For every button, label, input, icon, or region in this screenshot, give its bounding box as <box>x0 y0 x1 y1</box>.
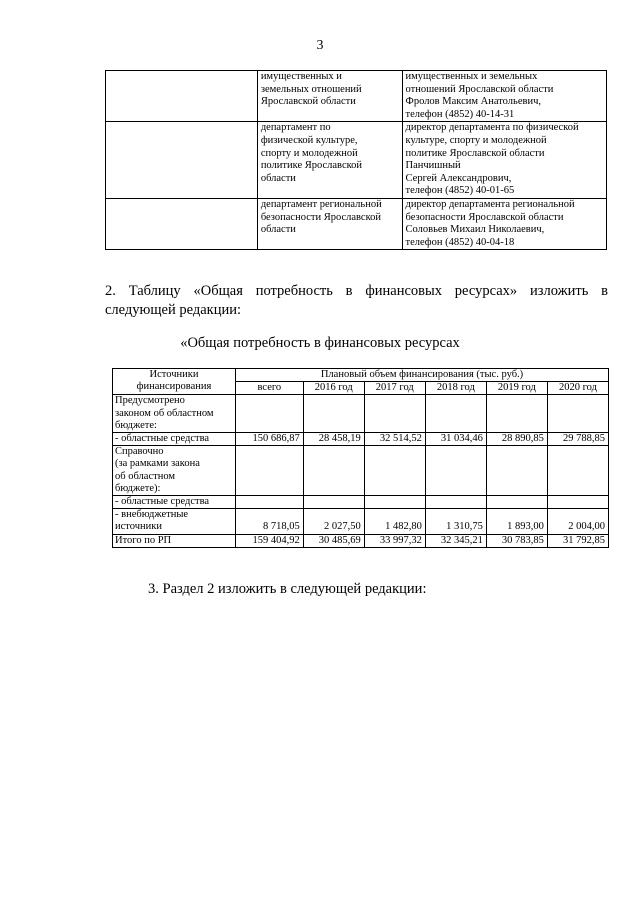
row-label <box>113 496 236 509</box>
text-line: телефон (4852) 40-14-31 <box>405 108 515 120</box>
text-line: Справочно <box>115 446 164 458</box>
table-row <box>113 433 609 446</box>
text-line: Сергей Александрович, <box>405 172 512 184</box>
page-number: 3 <box>316 38 324 53</box>
text-line: Фролов Максим Анатольевич, <box>405 96 541 108</box>
text-line: источники <box>115 521 162 533</box>
text-line: бюджете: <box>115 419 157 431</box>
header-column: 2018 год <box>425 382 486 395</box>
text-line: политике Ярославской области <box>405 147 545 159</box>
paragraph-3: 3. Раздел 2 изложить в следующей редакции: <box>148 581 427 597</box>
table-row <box>113 509 609 534</box>
value-cell: 1 310,75 <box>425 509 486 534</box>
value-cell <box>547 496 608 509</box>
contact-cell-empty <box>106 122 258 199</box>
text-line: имущественных и <box>260 71 342 82</box>
contact-person <box>402 198 606 249</box>
value-cell: 33 997,32 <box>364 534 425 547</box>
header-column: 2019 год <box>486 382 547 395</box>
text-line: телефон (4852) 40-01-65 <box>405 185 515 197</box>
value-cell: 28 458,19 <box>303 433 364 446</box>
contact-department <box>257 198 402 249</box>
value-cell: 150 686,87 <box>236 433 304 446</box>
text-line: области <box>260 224 296 236</box>
text-line: директор департамента по физической <box>405 122 579 134</box>
contact-cell-empty <box>106 198 258 249</box>
value-cell <box>547 395 608 433</box>
value-cell <box>236 446 304 496</box>
text-line: Ярославской области <box>260 96 356 108</box>
row-label <box>113 433 236 446</box>
row-label <box>113 395 236 433</box>
contact-person <box>402 122 606 199</box>
row-label <box>113 534 236 547</box>
contact-row <box>106 122 607 199</box>
table-row <box>113 446 609 496</box>
contact-cell-empty <box>106 71 258 122</box>
text-line: - внебюджетные <box>115 509 189 521</box>
contact-department <box>257 122 402 199</box>
financial-needs-table <box>112 368 609 548</box>
text-line: департамент по <box>260 122 331 134</box>
text-line: безопасности Ярославской области <box>405 211 564 223</box>
value-cell: 30 783,85 <box>486 534 547 547</box>
contact-person <box>402 71 606 122</box>
value-cell <box>364 496 425 509</box>
text-line: культуре, спорту и молодежной <box>405 134 547 146</box>
value-cell: 159 404,92 <box>236 534 304 547</box>
text-line: - областные средства <box>115 496 210 508</box>
paragraph-2: 2. Таблицу «Общая потребность в финансовых ресурсах» изложить в следующей редакции: <box>105 283 608 318</box>
value-cell: 32 345,21 <box>425 534 486 547</box>
value-cell: 32 514,52 <box>364 433 425 446</box>
header-sources: Источники финансирования <box>113 369 236 395</box>
text-line: законом об областном <box>115 407 214 419</box>
text-line: - областные средства <box>115 433 210 445</box>
value-cell: 1 893,00 <box>486 509 547 534</box>
row-label <box>113 446 236 496</box>
value-cell <box>425 446 486 496</box>
text-line: Итого по РП <box>115 534 172 546</box>
text-line: бюджете): <box>115 482 161 494</box>
value-cell <box>486 446 547 496</box>
text-line: департамент региональной <box>260 198 382 210</box>
text-line: директор департамента региональной <box>405 198 575 210</box>
header-column: всего <box>236 382 304 395</box>
text-line: политике Ярославской <box>260 160 363 172</box>
text-line: об областном <box>115 470 176 482</box>
value-cell: 31 034,46 <box>425 433 486 446</box>
value-cell <box>236 395 304 433</box>
text-line: (за рамками закона <box>115 458 200 470</box>
text-line: спорту и молодежной <box>260 147 358 159</box>
value-cell <box>303 395 364 433</box>
text-line: Предусмотрено <box>115 395 185 407</box>
value-cell <box>364 395 425 433</box>
text-line: безопасности Ярославской <box>260 211 382 223</box>
value-cell <box>486 395 547 433</box>
value-cell <box>425 496 486 509</box>
value-cell: 31 792,85 <box>547 534 608 547</box>
value-cell: 29 788,85 <box>547 433 608 446</box>
text-line: телефон (4852) 40-04-18 <box>405 236 515 248</box>
table-row <box>113 395 609 433</box>
value-cell: 2 027,50 <box>303 509 364 534</box>
value-cell: 2 004,00 <box>547 509 608 534</box>
value-cell <box>236 496 304 509</box>
contact-row <box>106 198 607 249</box>
value-cell: 8 718,05 <box>236 509 304 534</box>
text-line: области <box>260 172 296 184</box>
text-line: Соловьев Михаил Николаевич, <box>405 224 545 236</box>
contact-row <box>106 71 607 122</box>
value-cell <box>547 446 608 496</box>
text-line: Панчишный <box>405 160 461 172</box>
text-line: имущественных и земельных <box>405 71 538 82</box>
value-cell <box>486 496 547 509</box>
header-column: 2016 год <box>303 382 364 395</box>
header-column: 2017 год <box>364 382 425 395</box>
table-row <box>113 534 609 547</box>
contact-department <box>257 71 402 122</box>
text-line: отношений Ярославской области <box>405 83 554 95</box>
value-cell <box>303 496 364 509</box>
header-planned-volume: Плановый объем финансирования (тыс. руб.) <box>236 369 609 382</box>
value-cell: 28 890,85 <box>486 433 547 446</box>
value-cell <box>303 446 364 496</box>
value-cell <box>425 395 486 433</box>
text-line: физической культуре, <box>260 134 358 146</box>
contacts-table <box>105 70 607 250</box>
value-cell: 1 482,80 <box>364 509 425 534</box>
value-cell <box>364 446 425 496</box>
row-label <box>113 509 236 534</box>
header-column: 2020 год <box>547 382 608 395</box>
text-line: земельных отношений <box>260 83 362 95</box>
table-row <box>113 496 609 509</box>
value-cell: 30 485,69 <box>303 534 364 547</box>
table-title: «Общая потребность в финансовых ресурсах <box>180 335 460 351</box>
